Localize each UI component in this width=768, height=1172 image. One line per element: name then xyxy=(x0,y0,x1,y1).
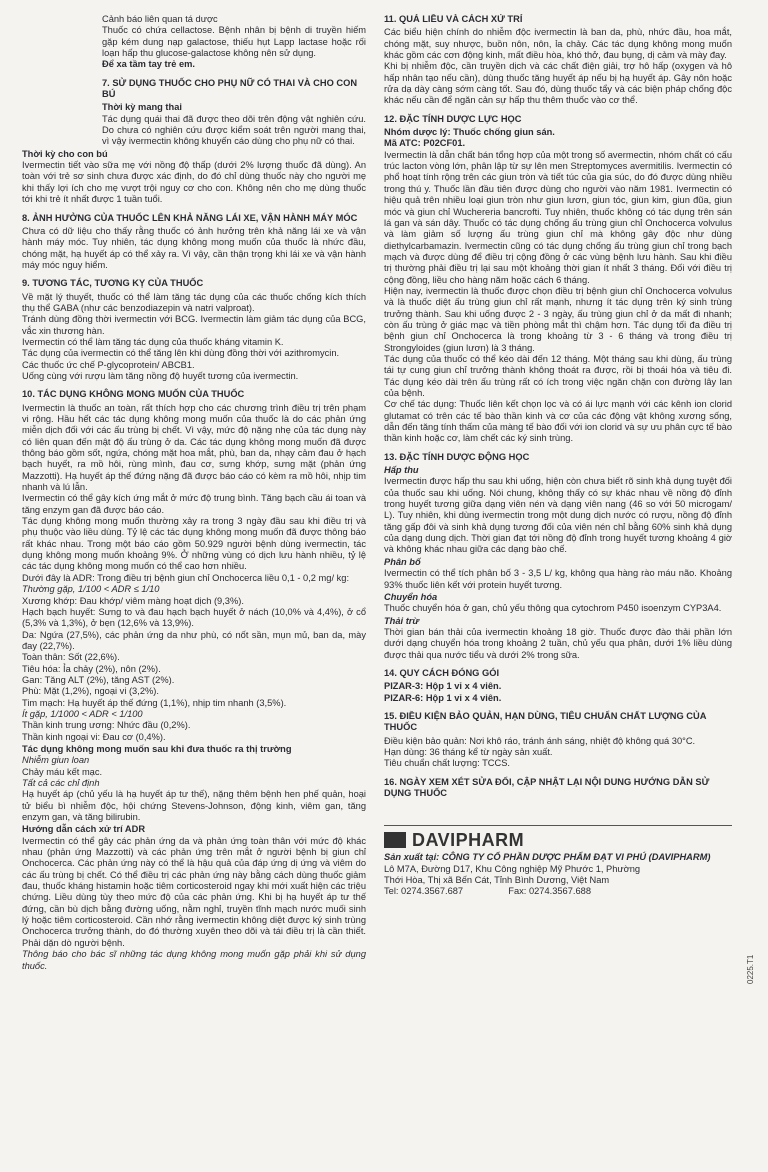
adr-item: Hạch bạch huyết: Sưng to và đau hạch bạch huyết ở nách (10,0% và 4,4%), ở cổ (5,3% và 1,3%), ở bẹn (12,6% và 13,9%). xyxy=(22,606,366,629)
adr-item: Phù: Mặt (1,2%), ngoại vi (3,2%). xyxy=(22,686,159,697)
absorption-text: Ivermectin được hấp thu sau khi uống, hiện còn chưa biết rõ sinh khả dụng tuyệt đối của thuốc sau khi uống. Nói chung, không thấy có sự khác nhau về nồng độ đỉnh trong huyết tương giữa dạng viên nén và dạng viên nang (46 so với 50 microgam/ L). Tuy nhiên, khi dùng ivermectin trong một dung dịch nước có rượu, nồng độ đỉnh tăng gấp đôi và sinh khả dụng tương đối của viên nén chỉ bằng 60% sinh khả dụng của dạng dung dịch. Thời gian đạt tới nồng độ đỉnh trong huyết tương khoảng 4 giờ và không khác nhau giữa các dạng bào chế. xyxy=(384,476,732,555)
metabolism-text: Thuốc chuyển hóa ở gan, chủ yếu thông qua cytochrom P450 isoenzym CYP3A4. xyxy=(384,603,722,614)
excipient-warning-text: Thuốc có chứa cellactose. Bệnh nhân bị bệnh di truyền hiếm gặp kém dung nạp galactose, thiếu hụt Lapp lactase hoặc rối loạn hấp thu glucose-galactose không nên sử dụng. xyxy=(102,25,366,59)
adr-paragraph: Ivermectin có thể gây kích ứng mắt ở mức độ trung bình. Tăng bạch cầu ái toan và tăng enzym gan đã được báo cáo. xyxy=(22,493,366,515)
loa-heading: Nhiễm giun loan xyxy=(22,755,90,766)
adr-common-heading: Thường gặp, 1/100 < ADR ≤ 1/10 xyxy=(22,584,160,595)
section-8-title: 8. ẢNH HƯỞNG CỦA THUỐC LÊN KHẢ NĂNG LÁI XE, VẬN HÀNH MÁY MÓC xyxy=(22,212,358,223)
interaction-line: Uống cùng với rượu làm tăng nồng độ huyết tương của ivermectin. xyxy=(22,370,299,381)
section-14-title: 14. QUY CÁCH ĐÓNG GÓI xyxy=(384,667,500,678)
absorption-title: Hấp thu xyxy=(384,465,419,476)
section-9-title: 9. TƯƠNG TÁC, TƯƠNG KỴ CỦA THUỐC xyxy=(22,278,204,289)
manufacturer-address: Lô M7A, Đường D17, Khu Công nghiệp Mỹ Phước 1, Phường xyxy=(384,863,641,874)
davipharm-logo-icon xyxy=(384,832,406,848)
quality-standard-line: Tiêu chuẩn chất lượng: TCCS. xyxy=(384,758,511,769)
storage-line: Điều kiện bảo quản: Nơi khô ráo, tránh ánh sáng, nhiệt độ không quá 30°C. xyxy=(384,735,696,746)
lactation-text: Ivermectin tiết vào sữa mẹ với nồng độ thấp (dưới 2% lượng thuốc đã dùng). An toàn với trẻ sơ sinh chưa được xác định, do đó chỉ dùng thuốc này cho người mẹ khi thấy lợi ích cho mẹ vượt trội nguy cơ cho con. Không nên cho mẹ dùng thuốc tới khi trẻ ít nhất được 1 tuần tuổi. xyxy=(22,160,366,205)
all-indications-text: Hạ huyết áp (chủ yếu là hạ huyết áp tư thế), nặng thêm bệnh hen phế quản, hoại tử biểu bì nhiễm độc, hội chứng Stevens-Johnson, động kinh, viêm gan, tăng enzym gan, và tăng bilirubin. xyxy=(22,789,366,823)
adr-guide-title: Hướng dẫn cách xử trí ADR xyxy=(22,824,146,835)
adr-rare-heading: Ít gặp, 1/1000 < ADR < 1/100 xyxy=(22,708,143,719)
post-market-title: Tác dụng không mong muốn sau khi đưa thuốc ra thị trường xyxy=(22,743,292,754)
section-7-title: 7. SỬ DỤNG THUỐC CHO PHỤ NỮ CÓ THAI VÀ CHO CON BÚ xyxy=(102,77,358,100)
manufacturer-address: Thới Hòa, Thị xã Bến Cát, Tỉnh Bình Dương, Việt Nam xyxy=(384,875,610,886)
pack-line: PIZAR-6: Hộp 1 vỉ x 4 viên. xyxy=(384,692,502,703)
pregnancy-text: Tác dụng quái thai đã được theo dõi trên động vật nghiên cứu. Do chưa có nghiên cứu được kiểm soát trên người mang thai, vì vậy ivermectin không khuyến cáo dùng cho phụ nữ có thai. xyxy=(102,113,366,147)
all-indications-heading: Tất cả các chỉ định xyxy=(22,778,100,788)
right-column xyxy=(384,14,732,1164)
pharmacodynamics-paragraph: Ivermectin là dẫn chất bán tổng hợp của một trong số avermectin, nhóm chất có cấu trúc lacton vòng lớn, phân lập từ sự lên men Streptomyces avermitilis. Ivermectin có phổ hoạt tính rộng trên các giun tròn và tiết túc của gia súc, do đó được dùng nhiều trong thú y. Thuốc lần đầu tiên được dùng cho người vào năm 1981. Ivermectin có hiệu quả trên nhiều loại giun tròn như giun lươn, giun tóc, giun kim, giun đũa, giun móc và giun chỉ Wuchereria bancrofti. Tuy nhiên, thuốc không có tác dụng trên sán lá gan và sán dây. Thuốc có tác dụng chống ấu trùng giun chỉ Onchocerca volvulus và làm giảm số lượng ấu trùng giun chỉ mà không gây độc như dùng diethylcarbamazin. Ivermectin cũng có tác dụng chống ấu trùng giun chỉ trong bạch mạch và được dùng để điều trị cộng đồng ở các vùng bệnh lưu hành. Sau khi điều trị thường phải điều trị lại sau một khoảng thời gian ít nhất 3 tháng. Đối với điều trị cộng đồng, liều cho hàng năm hoặc cách 6 tháng. xyxy=(384,149,732,285)
overdose-treatment: Khi bị nhiễm độc, cần truyền dịch và các chất điện giải, trợ hô hấp (oxygen và hô hấp nhân tạo nếu cần), dùng thuốc tăng huyết áp nếu bị hạ huyết áp. Gây nôn hoặc rửa dạ dày càng sớm càng tốt. Sau đó, dùng thuốc tẩy và các biện pháp chống độc khác nếu cần để ngăn cản sự hấp thu thêm thuốc vào cơ thể. xyxy=(384,61,732,106)
excipient-warning-title: Cảnh báo liên quan tá dược xyxy=(102,14,218,24)
adr-item: Tim mạch: Hạ huyết áp thế đứng (1,1%), nhịp tim nhanh (3,5%). xyxy=(22,697,287,708)
keep-away-warning: Để xa tầm tay trẻ em. xyxy=(102,59,196,70)
pack-line: PIZAR-3: Hộp 1 vỉ x 4 viên. xyxy=(384,681,502,692)
excretion-title: Thải trừ xyxy=(384,615,420,626)
adr-paragraph: Ivermectin là thuốc an toàn, rất thích hợp cho các chương trình điều trị trên phạm vi rộng. Hầu hết các tác dụng không mong muốn của thuốc là do các phản ứng miễn dịch đối với các ấu trùng bị chết. Vì vậy, mức độ nặng nhẹ của tác dụng này có liên quan đến mật độ ấu trùng ở da. Các tác dụng không mong muốn đã được thông báo gồm sốt, ngứa, chóng mặt hoa mắt, phù, ban da, nhạy cảm đau ở hạch bạch huyết, ra mồ hôi, rùng mình, đau cơ, sưng khớp, sưng mặt (phản ứng Mazzotti). Hạ huyết áp thế đứng nặng đã được báo cáo có kèm ra mồ hôi, nhịp tim nhanh và lú lẫn. xyxy=(22,402,366,493)
adr-item: Toàn thân: Sốt (22,6%). xyxy=(22,652,120,663)
pharmaco-group: Nhóm dược lý: Thuốc chống giun sán. xyxy=(384,127,555,138)
metabolism-title: Chuyển hóa xyxy=(384,591,438,602)
interaction-line: Tác dụng của ivermectin có thể tăng lên khi dùng đồng thời với azithromycin. xyxy=(22,348,340,359)
tel: Tel: 0274.3567.687 xyxy=(384,886,464,897)
section-15-title: 15. ĐIỀU KIỆN BẢO QUẢN, HẠN DÙNG, TIÊU CHUẨN CHẤT LƯỢNG CỦA THUỐC xyxy=(384,710,707,733)
section-12-title: 12. ĐẶC TÍNH DƯỢC LỰC HỌC xyxy=(384,113,522,124)
manufacturer-contact xyxy=(384,886,732,897)
atc-code: Mã ATC: P02CF01. xyxy=(384,138,466,149)
shelf-life-line: Hạn dùng: 36 tháng kể từ ngày sản xuất. xyxy=(384,746,553,757)
adr-item: Gan: Tăng ALT (2%), tăng AST (2%). xyxy=(22,674,175,685)
interaction-line: Ivermectin có thể làm tăng tác dụng của thuốc kháng vitamin K. xyxy=(22,336,284,347)
section-13-title: 13. ĐẶC TÍNH DƯỢC ĐỘNG HỌC xyxy=(384,451,530,462)
fax: Fax: 0274.3567.688 xyxy=(508,886,591,897)
adr-paragraph: Dưới đây là ADR: Trong điều trị bệnh giun chỉ Onchocerca liều 0,1 - 0,2 mg/ kg: xyxy=(22,572,350,583)
adr-guide-text: Ivermectin có thể gây các phản ứng da và phản ứng toàn thân với mức độ khác nhau (phản ứng Mazzotti) và các phản ứng trên mắt ở người bệnh bị giun chỉ Onchocerca. Các phản ứng này có thể là hậu quả của đáp ứng dị ứng và viêm do các ấu trùng bị chết. Có thể điều trị các phản ứng này bằng cách dùng thuốc giảm đau, thuốc kháng histamin hoặc tiêm corticosteroid ngay khi mới xuất hiện các triệu chứng. Liều dùng tùy theo mức độ của các phản ứng. Khi bị hạ huyết áp tư thế đứng, cần bù dịch bằng đường uống, nằm nghỉ, truyền tĩnh mạch nước muối sinh lý hoặc tiêm corticosteroid. Cần nhớ rằng ivermectin không diệt được ký sinh trùng Onchocerca trưởng thành, do đó thường xuyên theo dõi và tái điều trị là cần thiết. Phải dặn dò người bệnh. xyxy=(22,835,366,948)
overdose-text: Các biểu hiện chính do nhiễm độc ivermectin là ban da, phù, nhức đầu, hoa mắt, chóng mặt, suy nhược, buồn nôn, nôn, ỉa chảy. Các tác dụng không mong muốn khác gồm các cơn động kinh, mất điều hòa, khó thở, đau bụng, dị cảm và mày đay. xyxy=(384,27,732,61)
section-8-text: Chưa có dữ liệu cho thấy rằng thuốc có ảnh hưởng trên khả năng lái xe và vận hành máy móc. Tuy nhiên, tác dụng không mong muốn của thuốc là nhức đầu, chóng mặt, hạ huyết áp có thể xảy ra. Vì vậy, cần thận trọng khi lái xe và vận hành máy móc nguy hiểm. xyxy=(22,225,366,270)
adr-item: Da: Ngứa (27,5%), các phản ứng da như phù, có nốt sần, mụn mủ, ban da, mày đay (22,7%). xyxy=(22,629,366,651)
distribution-text: Ivermectin có thể tích phân bố 3 - 3,5 L/ kg, không qua hàng rào máu não. Khoảng 93% thuốc liên kết với protein huyết tương. xyxy=(384,568,732,590)
loa-text: Chảy máu kết mạc. xyxy=(22,766,103,777)
adr-item: Xương khớp: Đau khớp/ viêm màng hoạt dịch (9,3%). xyxy=(22,595,244,606)
adr-note: Thông báo cho bác sĩ những tác dụng không mong muốn gặp phải khi sử dụng thuốc. xyxy=(22,949,366,971)
logo-text: DAVIPHARM xyxy=(412,829,525,850)
adr-item: Tiêu hóa: Ỉa chảy (2%), nôn (2%). xyxy=(22,663,161,674)
adr-paragraph: Tác dụng không mong muốn thường xảy ra trong 3 ngày đầu sau khi điều trị và phụ thuộc vào liều dùng. Tỷ lệ các tác dụng không mong muốn đã được thông báo rất khác nhau. Trong một báo cáo gồm 50.929 người bệnh dùng ivermectin, tác dụng không mong muốn khoảng 9%. Ở những vùng có dịch lưu hành nhiều, tỷ lệ các tác dụng không mong muốn có thể cao hơn nhiều. xyxy=(22,516,366,572)
adr-item: Thần kinh ngoại vi: Đau cơ (0,4%). xyxy=(22,731,166,742)
section-16-title: 16. NGÀY XEM XÉT SỬA ĐỔI, CẬP NHẬT LẠI NỘI DUNG HƯỚNG DẪN SỬ DỤNG THUỐC xyxy=(384,776,710,798)
manufacturer-logo xyxy=(384,825,732,848)
interaction-line: Các thuốc ức chế P-glycoprotein/ ABCB1. xyxy=(22,359,195,370)
excretion-text: Thời gian bán thải của ivermectin khoảng 18 giờ. Thuốc được đào thải phần lớn dưới dạng chuyển hóa trong khoảng 2 tuần, chủ yếu qua phân, dưới 1% liều dùng được thải qua nước tiểu và dưới 2% trong sữa. xyxy=(384,626,732,660)
section-10-title: 10. TÁC DỤNG KHÔNG MONG MUỐN CỦA THUỐC xyxy=(22,389,245,400)
distribution-title: Phân bố xyxy=(384,556,421,567)
pharmacodynamics-paragraph: Hiện nay, ivermectin là thuốc được chọn điều trị bệnh giun chỉ Onchocerca volvulus và là thuốc diệt ấu trùng giun chỉ rất mạnh, nhưng ít tác dụng trên ký sinh trùng trưởng thành. Sau khi uống được 2 - 3 ngày, ấu trùng giun chỉ ở da mất đi nhanh; còn ấu trùng ở giác mạc và tiền phòng mắt thì chậm hơn. Tác dụng tối đa điều trị bệnh giun chỉ Onchocerca là trong khoảng từ 3 - 6 tháng và trong điều trị Strongyloides (giun lươn) là 3 tháng. xyxy=(384,285,732,353)
mechanism-paragraph: Cơ chế tác dụng: Thuốc liên kết chọn lọc và có ái lực mạnh với các kênh ion clorid glutamat có trên các tế bào thần kinh và cơ của các động vật không xương sống, dẫn đến tăng tính thấm của màng tế bào đối với ion clorid và sự ưu phân cực tế bào thần kinh hoặc cơ, làm chết các ký sinh trùng. xyxy=(384,399,732,444)
interaction-line: Tránh dùng đồng thời ivermectin với BCG. Ivermectin làm giảm tác dụng của BCG, vắc xin thương hàn. xyxy=(22,314,366,336)
document-code: 0225.T1 xyxy=(746,954,755,984)
pregnancy-title: Thời kỳ mang thai xyxy=(102,102,182,113)
manufacturer-name: Sản xuất tại: CÔNG TY CỔ PHẦN DƯỢC PHẨM ĐẠT VI PHÚ (DAVIPHARM) xyxy=(384,852,711,863)
lactation-title: Thời kỳ cho con bú xyxy=(22,148,108,159)
left-column xyxy=(22,14,366,1164)
pharmacodynamics-paragraph: Tác dụng của thuốc có thể kéo dài đến 12 tháng. Một tháng sau khi dùng, ấu trùng tái tự cung giun chỉ trưởng thành không thoát ra được, rồi bị thoái hóa và tiêu đi. Tác dụng kéo dài trên ấu trùng rất có ích trong việc ngăn chặn con đường lây lan của bệnh. xyxy=(384,353,732,398)
interaction-line: Về mặt lý thuyết, thuốc có thể làm tăng tác dụng của các thuốc chống kích thích thụ thể GABA (như các benzodiazepin và natri valproat). xyxy=(22,291,366,313)
adr-item: Thần kinh trung ương: Nhức đầu (0,2%). xyxy=(22,720,191,731)
section-11-title: 11. QUÁ LIỀU VÀ CÁCH XỬ TRÍ xyxy=(384,14,523,24)
